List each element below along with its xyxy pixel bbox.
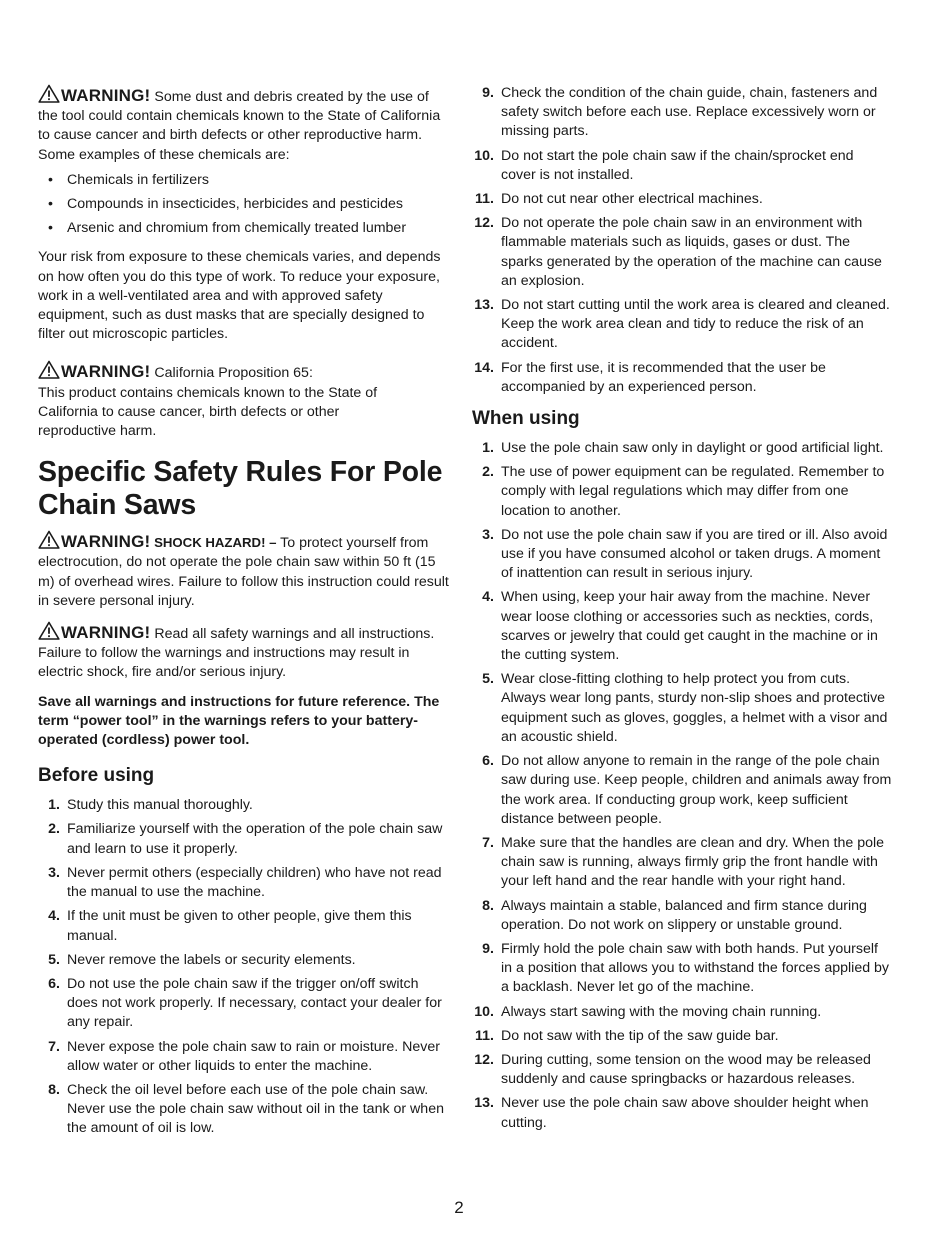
list-text: For the first use, it is recommended that the user be accompanied by an experienced person. [501,359,826,395]
warning-label: WARNING! [61,362,151,382]
page-number: 2 [454,1198,464,1217]
chemical-list [38,171,450,239]
list-item: • Arsenic and chromium from chemically treated lumber [48,220,407,237]
warning-triangle-icon [38,84,60,103]
list-item [472,1094,892,1132]
list-number: 6. [482,753,494,770]
list-number: 5. [48,951,60,968]
list-item: • Chemicals in fertilizers [48,171,209,188]
list-text: Do not start the pole chain saw if the chain/sprocket end cover is not installed. [501,147,854,183]
list-number: 14. [474,359,494,376]
list-text: Use the pole chain saw only in daylight or good artificial light. [501,440,884,457]
list-item [38,1038,450,1076]
warning-prop65 [38,360,450,441]
left-column [38,84,450,1144]
list-item [38,951,450,970]
warning-read-all [38,621,450,683]
list-number: 2. [48,821,60,838]
warning-text: To protect yourself from electrocution, do not operate the pole chain saw within 50 ft (15 m) of overhead wires. Failure to follow this instruction could result in severe personal injury. [38,535,449,609]
before-using-list [38,796,450,1138]
section-title: Specific Safety Rules For Pole Chain Saws [38,456,443,522]
list-number: 11. [475,191,494,208]
list-item [472,940,892,998]
list-item [38,864,450,902]
warning-triangle-icon [38,360,60,379]
save-instructions-note: Save all warnings and instructions for future reference. The term “power tool” in the warnings refers to your battery-operated (cordless) power tool. [38,693,440,749]
list-text: Never use the pole chain saw above shoulder height when cutting. [501,1095,869,1131]
list-number: 3. [48,864,60,881]
list-text: Do not allow anyone to remain in the range of the pole chain saw during use. Keep people, children and animals away from the work area. If conducting group work, keep sufficient distance between people. [501,753,892,827]
warning-triangle-icon [38,530,60,549]
list-number: 9. [482,85,494,101]
list-text: Always maintain a stable, balanced and firm stance during operation. Do not work on slippery or unstable ground. [501,897,867,933]
list-number: 11. [475,1027,494,1044]
list-number: 3. [482,526,494,543]
warning-chemicals [38,84,450,165]
when-using-list [472,439,892,1133]
list-number: 4. [482,589,494,606]
list-number: 8. [482,897,494,914]
list-number: 10. [474,147,494,164]
list-number: 12. [474,1051,494,1068]
list-text: Never remove the labels or security elements. [67,951,356,968]
list-item [472,588,892,665]
list-item: • Compounds in insecticides, herbicides and pesticides [48,196,403,213]
warning-label: WARNING! [61,623,151,643]
list-item [472,296,892,354]
list-item [472,834,892,892]
list-number: 2. [482,464,494,481]
list-item [472,190,892,209]
list-item [38,975,450,1033]
list-text: When using, keep your hair away from the machine. Never wear loose clothing or accessories such as neckties, cords, scarves or jewelry that could get caught in the machine or in the cutting system. [501,589,878,664]
list-item [38,907,450,945]
list-number: 10. [474,1003,494,1020]
list-item [472,463,892,521]
list-text: Wear close-fitting clothing to help protect you from cuts. Always wear long pants, sturdy non-slip shoes and protective equipment such as gloves, goggles, a helmet with a visor and an acoustic shield. [501,671,888,745]
list-text: Study this manual thoroughly. [67,797,253,814]
list-text: Do not use the pole chain saw if you are tired or ill. Also avoid use if you have consumed alcohol or taken drugs. A moment of inattention can result in serious injury. [501,526,888,582]
list-item [472,752,892,829]
list-item [472,359,892,397]
list-text: Always start sawing with the moving chain running. [501,1003,822,1020]
warning-text: Read all safety warnings and all instructions. Failure to follow the warnings and instructions may result in electric shock, fire and/or serious injury. [38,626,435,681]
list-number: 4. [48,908,60,925]
list-text: Familiarize yourself with the operation of the pole chain saw and learn to use it properly. [67,821,443,857]
list-item [472,1027,892,1046]
warning-text: This product contains chemicals known to the State of California to cause cancer, birth defects or other reproductive harm. [38,384,378,440]
list-text: Do not start cutting until the work area is cleared and cleaned. Keep the work area clean and tidy to reduce the risk of an accident. [501,297,890,352]
list-item [38,796,450,815]
list-text: Do not saw with the tip of the saw guide bar. [501,1027,779,1044]
list-text: Firmly hold the pole chain saw with both hands. Put yourself in a position that allows you to withstand the forces applied by a backlash. Never let go of the machine. [501,940,890,996]
warning-shock-hazard [38,530,450,611]
list-item [472,84,892,142]
list-item [472,1003,892,1022]
list-item [472,897,892,935]
list-text: Make sure that the handles are clean and dry. When the pole chain saw is running, always firmly grip the front handle with your left hand and the rear handle with your right hand. [501,834,885,890]
list-item [472,214,892,291]
list-number: 7. [48,1038,60,1055]
right-column [472,84,892,1138]
list-item [472,670,892,747]
warning-lead: California Proposition 65: [150,365,313,382]
before-using-list-continued [472,84,892,397]
shock-hazard-label: SHOCK HAZARD! – [150,535,277,551]
list-item [472,1051,892,1089]
warning-triangle-icon [38,621,60,640]
list-text: Check the condition of the chain guide, chain, fasteners and safety switch before each use. Replace excessively worn or missing parts. [501,85,878,140]
list-text: During cutting, some tension on the wood may be released suddenly and cause springbacks or hazardous releases. [501,1051,871,1088]
warning-label: WARNING! [61,86,151,105]
list-text: Do not operate the pole chain saw in an environment with flammable materials such as liquids, gases or dust. The sparks generated by the operation of the machine can cause an explosion. [501,215,882,289]
warning-label: WARNING! [61,532,151,552]
list-number: 12. [474,215,494,232]
list-text: Check the oil level before each use of the pole chain saw. Never use the pole chain saw without oil in the tank or when the amount of oil is low. [67,1081,444,1137]
list-number: 13. [474,297,494,314]
list-number: 9. [482,940,494,957]
list-item [38,820,450,858]
warning-text: Some dust and debris created by the use of the tool could contain chemicals known to the State of California to cause cancer and birth defects or other reproductive harm. Some examples of these chemicals are: [38,89,441,163]
list-number: 1. [482,440,494,457]
list-item [472,147,892,185]
list-number: 7. [482,834,494,851]
list-number: 6. [48,975,60,992]
list-text: Do not cut near other electrical machines. [501,191,763,208]
list-number: 1. [48,797,60,814]
list-text: The use of power equipment can be regulated. Remember to comply with legal regulations which may differ from one location to another. [501,464,885,519]
list-text: Never permit others (especially children) who have not read the manual to use the machine. [67,864,442,901]
list-item [38,1081,450,1139]
list-number: 13. [474,1095,494,1112]
list-number: 8. [48,1081,60,1098]
list-text: If the unit must be given to other people, give them this manual. [67,908,412,944]
before-using-heading: Before using [38,765,155,787]
when-using-heading: When using [472,408,580,430]
list-number: 5. [482,671,494,688]
list-item [472,439,892,458]
exposure-paragraph: Your risk from exposure to these chemicals varies, and depends on how often you do this type of work. To reduce your exposure, work in a well-ventilated area and with approved safety equipment, such as dust masks that are specially designed to filter out microscopic particles. [38,249,441,343]
list-text: Never expose the pole chain saw to rain or moisture. Never allow water or other liquids to enter the machine. [67,1038,440,1074]
list-item [472,526,892,584]
list-text: Do not use the pole chain saw if the trigger on/off switch does not work properly. If necessary, contact your dealer for any repair. [67,975,442,1031]
